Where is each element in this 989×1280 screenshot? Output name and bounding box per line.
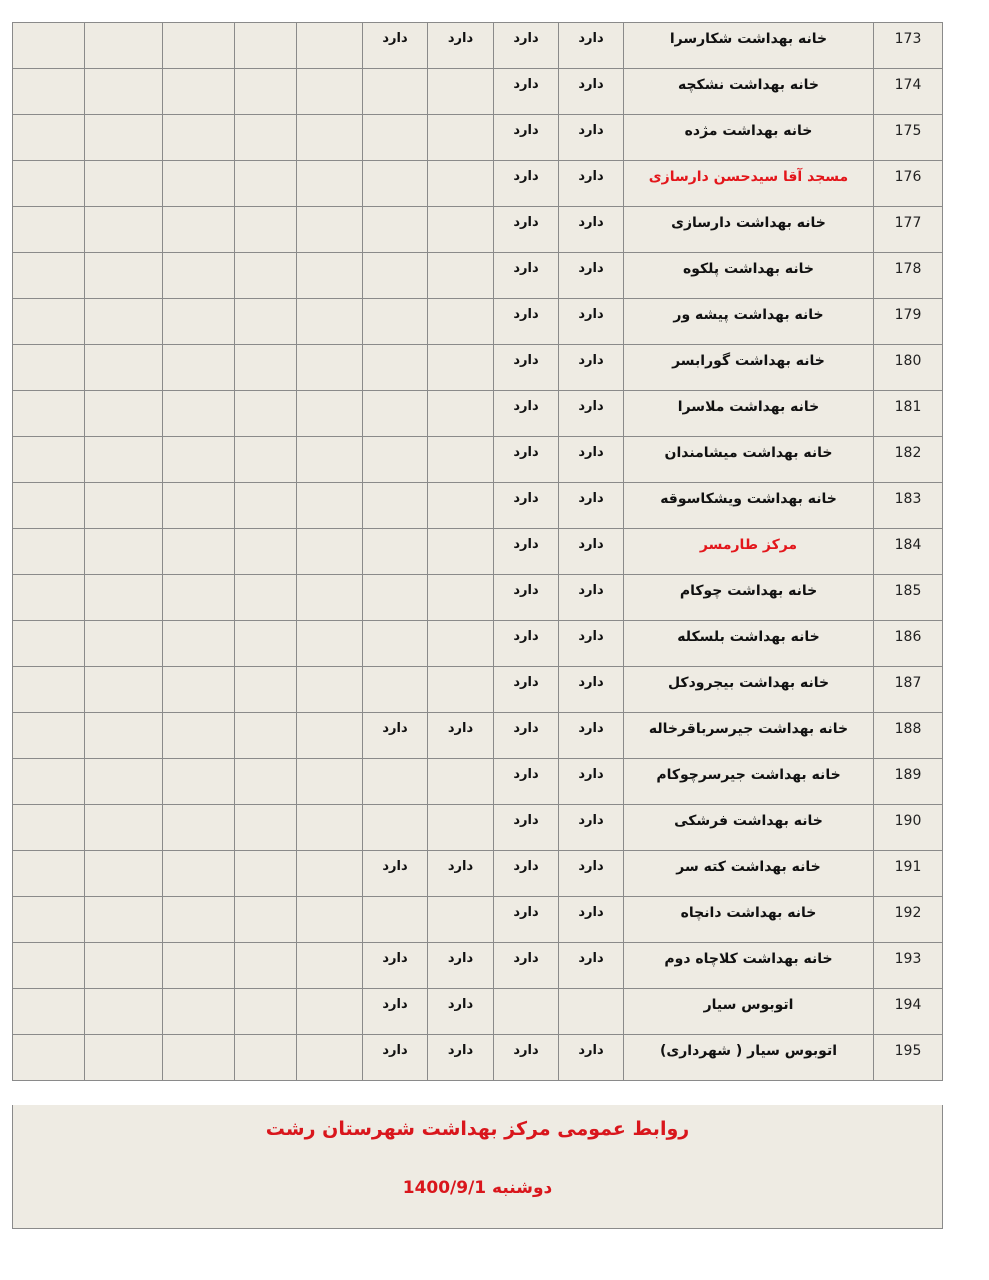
empty-cell (235, 897, 297, 943)
status-cell-1: دارد (559, 851, 624, 897)
empty-cell (85, 483, 163, 529)
table-row (13, 989, 943, 1035)
empty-cell (235, 253, 297, 299)
row-number: 191 (874, 851, 943, 897)
empty-cell (85, 943, 163, 989)
status-cell-2: دارد (494, 115, 559, 161)
empty-cell (85, 299, 163, 345)
row-number: 187 (874, 667, 943, 713)
empty-cell (85, 989, 163, 1035)
empty-cell (163, 713, 235, 759)
empty-cell (13, 345, 85, 391)
table-row (13, 345, 943, 391)
empty-cell (235, 575, 297, 621)
table-row (13, 391, 943, 437)
table-row (13, 437, 943, 483)
row-number: 180 (874, 345, 943, 391)
empty-cell (297, 713, 363, 759)
empty-cell (13, 805, 85, 851)
empty-cell (235, 667, 297, 713)
empty-cell (85, 713, 163, 759)
empty-cell (297, 989, 363, 1035)
facility-name: خانه بهداشت فرشکی (624, 805, 874, 851)
empty-cell (13, 207, 85, 253)
status-cell-4 (363, 161, 428, 207)
status-cell-3 (428, 575, 494, 621)
status-cell-4: دارد (363, 713, 428, 759)
facility-name: خانه بهداشت کلاچاه دوم (624, 943, 874, 989)
empty-cell (13, 437, 85, 483)
empty-cell (85, 667, 163, 713)
empty-cell (163, 23, 235, 69)
empty-cell (163, 483, 235, 529)
table-row (13, 759, 943, 805)
status-cell-1: دارد (559, 897, 624, 943)
empty-cell (235, 23, 297, 69)
empty-cell (297, 437, 363, 483)
empty-cell (163, 345, 235, 391)
empty-cell (235, 713, 297, 759)
status-cell-2: دارد (494, 575, 559, 621)
status-cell-2: دارد (494, 483, 559, 529)
date-line: دوشنبه 1400/9/1 (402, 1178, 553, 1198)
table-row (13, 529, 943, 575)
status-cell-2 (494, 989, 559, 1035)
empty-cell (297, 391, 363, 437)
status-cell-1: دارد (559, 115, 624, 161)
empty-cell (163, 161, 235, 207)
empty-cell (297, 115, 363, 161)
empty-cell (13, 529, 85, 575)
empty-cell (163, 851, 235, 897)
empty-cell (85, 851, 163, 897)
status-cell-2: دارد (494, 207, 559, 253)
empty-cell (235, 851, 297, 897)
row-number: 181 (874, 391, 943, 437)
facility-name: خانه بهداشت بیجرودکل (624, 667, 874, 713)
empty-cell (13, 253, 85, 299)
status-cell-4: دارد (363, 1035, 428, 1081)
empty-cell (85, 805, 163, 851)
status-cell-3 (428, 345, 494, 391)
status-cell-2: دارد (494, 391, 559, 437)
facility-name: خانه بهداشت پلکوه (624, 253, 874, 299)
status-cell-4 (363, 299, 428, 345)
status-cell-2: دارد (494, 437, 559, 483)
empty-cell (13, 943, 85, 989)
row-number: 192 (874, 897, 943, 943)
organization-title: روابط عمومی مرکز بهداشت شهرستان رشت (265, 1118, 690, 1140)
facility-name: خانه بهداشت گورابسر (624, 345, 874, 391)
empty-cell (163, 391, 235, 437)
status-cell-4 (363, 805, 428, 851)
row-number: 193 (874, 943, 943, 989)
table-row (13, 621, 943, 667)
empty-cell (297, 943, 363, 989)
status-cell-2: دارد (494, 759, 559, 805)
row-number: 195 (874, 1035, 943, 1081)
empty-cell (85, 253, 163, 299)
empty-cell (297, 759, 363, 805)
status-cell-2: دارد (494, 805, 559, 851)
table-row (13, 299, 943, 345)
table-body (13, 23, 943, 1081)
empty-cell (235, 621, 297, 667)
status-cell-2: دارد (494, 345, 559, 391)
status-cell-1: دارد (559, 69, 624, 115)
status-cell-2: دارد (494, 161, 559, 207)
facility-name: خانه بهداشت پیشه ور (624, 299, 874, 345)
status-cell-1: دارد (559, 483, 624, 529)
status-cell-1 (559, 989, 624, 1035)
status-cell-2: دارد (494, 69, 559, 115)
empty-cell (235, 207, 297, 253)
status-cell-4 (363, 115, 428, 161)
facility-name: مسجد آقا سیدحسن دارسازی (624, 161, 874, 207)
status-cell-3: دارد (428, 989, 494, 1035)
status-cell-4: دارد (363, 989, 428, 1035)
status-cell-4 (363, 345, 428, 391)
status-cell-3: دارد (428, 943, 494, 989)
row-number: 189 (874, 759, 943, 805)
status-cell-4 (363, 621, 428, 667)
empty-cell (235, 391, 297, 437)
empty-cell (85, 23, 163, 69)
facility-name: خانه بهداشت دارسازی (624, 207, 874, 253)
facility-name: اتوبوس سیار (624, 989, 874, 1035)
empty-cell (13, 759, 85, 805)
empty-cell (85, 1035, 163, 1081)
facility-name: خانه بهداشت مژده (624, 115, 874, 161)
empty-cell (297, 529, 363, 575)
status-cell-1: دارد (559, 805, 624, 851)
empty-cell (85, 391, 163, 437)
empty-cell (235, 69, 297, 115)
status-cell-1: دارد (559, 23, 624, 69)
empty-cell (163, 943, 235, 989)
status-cell-2: دارد (494, 897, 559, 943)
empty-cell (13, 897, 85, 943)
facility-name: خانه بهداشت جیرسرچوکام (624, 759, 874, 805)
facility-name: خانه بهداشت دانچاه (624, 897, 874, 943)
empty-cell (13, 483, 85, 529)
status-cell-1: دارد (559, 253, 624, 299)
empty-cell (85, 69, 163, 115)
status-cell-2: دارد (494, 253, 559, 299)
empty-cell (163, 529, 235, 575)
table-row (13, 69, 943, 115)
status-cell-2: دارد (494, 943, 559, 989)
status-cell-3 (428, 161, 494, 207)
row-number: 178 (874, 253, 943, 299)
empty-cell (163, 299, 235, 345)
empty-cell (297, 483, 363, 529)
status-cell-3: دارد (428, 23, 494, 69)
empty-cell (235, 115, 297, 161)
table-row (13, 483, 943, 529)
empty-cell (163, 207, 235, 253)
empty-cell (13, 667, 85, 713)
status-cell-2: دارد (494, 529, 559, 575)
empty-cell (297, 897, 363, 943)
empty-cell (85, 207, 163, 253)
empty-cell (85, 621, 163, 667)
status-cell-4 (363, 759, 428, 805)
row-number: 190 (874, 805, 943, 851)
status-cell-3 (428, 805, 494, 851)
status-cell-3 (428, 483, 494, 529)
row-number: 179 (874, 299, 943, 345)
status-cell-3 (428, 897, 494, 943)
empty-cell (235, 161, 297, 207)
empty-cell (85, 575, 163, 621)
status-cell-1: دارد (559, 437, 624, 483)
status-cell-4 (363, 391, 428, 437)
status-cell-4 (363, 207, 428, 253)
status-cell-2: دارد (494, 299, 559, 345)
empty-cell (85, 897, 163, 943)
empty-cell (13, 713, 85, 759)
table-row (13, 713, 943, 759)
table-row (13, 667, 943, 713)
table-row (13, 115, 943, 161)
table-row (13, 161, 943, 207)
status-cell-3 (428, 437, 494, 483)
empty-cell (13, 391, 85, 437)
status-cell-4 (363, 483, 428, 529)
status-cell-3: دارد (428, 851, 494, 897)
empty-cell (297, 667, 363, 713)
table-row (13, 23, 943, 69)
status-cell-4: دارد (363, 943, 428, 989)
status-cell-3 (428, 69, 494, 115)
status-cell-3: دارد (428, 1035, 494, 1081)
status-cell-3 (428, 207, 494, 253)
status-cell-2: دارد (494, 713, 559, 759)
empty-cell (163, 759, 235, 805)
empty-cell (163, 253, 235, 299)
empty-cell (235, 483, 297, 529)
table-row (13, 1035, 943, 1081)
empty-cell (235, 759, 297, 805)
status-cell-3 (428, 253, 494, 299)
empty-cell (13, 161, 85, 207)
empty-cell (235, 805, 297, 851)
status-cell-3 (428, 115, 494, 161)
status-cell-3 (428, 299, 494, 345)
empty-cell (85, 529, 163, 575)
status-cell-3 (428, 391, 494, 437)
status-cell-4 (363, 437, 428, 483)
status-cell-1: دارد (559, 667, 624, 713)
facility-name: خانه بهداشت میشامندان (624, 437, 874, 483)
row-number: 177 (874, 207, 943, 253)
empty-cell (297, 621, 363, 667)
empty-cell (235, 989, 297, 1035)
status-cell-1: دارد (559, 1035, 624, 1081)
empty-cell (235, 345, 297, 391)
status-cell-1: دارد (559, 391, 624, 437)
table-row (13, 805, 943, 851)
empty-cell (163, 897, 235, 943)
empty-cell (297, 851, 363, 897)
empty-cell (163, 575, 235, 621)
row-number: 176 (874, 161, 943, 207)
row-number: 183 (874, 483, 943, 529)
table-row (13, 897, 943, 943)
status-cell-4: دارد (363, 851, 428, 897)
status-cell-1: دارد (559, 575, 624, 621)
empty-cell (297, 23, 363, 69)
status-cell-4 (363, 69, 428, 115)
status-cell-3 (428, 621, 494, 667)
empty-cell (163, 989, 235, 1035)
empty-cell (235, 437, 297, 483)
footer-box (12, 1105, 943, 1229)
row-number: 186 (874, 621, 943, 667)
empty-cell (13, 989, 85, 1035)
status-cell-2: دارد (494, 851, 559, 897)
facility-name: مرکز طارمسر (624, 529, 874, 575)
status-cell-2: دارد (494, 621, 559, 667)
empty-cell (297, 575, 363, 621)
row-number: 194 (874, 989, 943, 1035)
status-cell-1: دارد (559, 345, 624, 391)
status-cell-1: دارد (559, 207, 624, 253)
empty-cell (297, 161, 363, 207)
empty-cell (235, 299, 297, 345)
empty-cell (85, 345, 163, 391)
status-cell-4 (363, 667, 428, 713)
status-cell-1: دارد (559, 713, 624, 759)
empty-cell (163, 805, 235, 851)
empty-cell (297, 345, 363, 391)
table-row (13, 207, 943, 253)
status-cell-4: دارد (363, 23, 428, 69)
empty-cell (297, 253, 363, 299)
empty-cell (235, 943, 297, 989)
empty-cell (85, 759, 163, 805)
empty-cell (297, 299, 363, 345)
status-cell-3 (428, 529, 494, 575)
empty-cell (163, 621, 235, 667)
empty-cell (13, 69, 85, 115)
facility-name: خانه بهداشت شکارسرا (624, 23, 874, 69)
status-cell-2: دارد (494, 1035, 559, 1081)
facility-name: خانه بهداشت چوکام (624, 575, 874, 621)
status-cell-4 (363, 529, 428, 575)
empty-cell (163, 69, 235, 115)
status-cell-1: دارد (559, 943, 624, 989)
table-row (13, 851, 943, 897)
empty-cell (13, 851, 85, 897)
row-number: 185 (874, 575, 943, 621)
row-number: 175 (874, 115, 943, 161)
empty-cell (85, 115, 163, 161)
row-number: 174 (874, 69, 943, 115)
row-number: 188 (874, 713, 943, 759)
empty-cell (85, 161, 163, 207)
status-cell-1: دارد (559, 621, 624, 667)
empty-cell (297, 1035, 363, 1081)
status-cell-2: دارد (494, 667, 559, 713)
facility-name: خانه بهداشت بلسکله (624, 621, 874, 667)
empty-cell (297, 207, 363, 253)
empty-cell (13, 621, 85, 667)
empty-cell (85, 437, 163, 483)
facility-name: خانه بهداشت ویشکاسوقه (624, 483, 874, 529)
facility-name: خانه بهداشت نشکچه (624, 69, 874, 115)
status-cell-4 (363, 575, 428, 621)
status-cell-4 (363, 897, 428, 943)
status-cell-3: دارد (428, 713, 494, 759)
status-cell-3 (428, 759, 494, 805)
empty-cell (163, 115, 235, 161)
facility-name: خانه بهداشت جیرسرباقرخاله (624, 713, 874, 759)
empty-cell (297, 69, 363, 115)
facility-name: خانه بهداشت ملاسرا (624, 391, 874, 437)
row-number: 184 (874, 529, 943, 575)
empty-cell (235, 1035, 297, 1081)
status-cell-1: دارد (559, 299, 624, 345)
empty-cell (163, 1035, 235, 1081)
empty-cell (163, 667, 235, 713)
status-cell-2: دارد (494, 23, 559, 69)
status-cell-1: دارد (559, 759, 624, 805)
empty-cell (13, 299, 85, 345)
row-number: 173 (874, 23, 943, 69)
facilities-table (12, 22, 943, 1081)
empty-cell (13, 115, 85, 161)
table-row (13, 943, 943, 989)
table-row (13, 253, 943, 299)
facility-name: خانه بهداشت کته سر (624, 851, 874, 897)
empty-cell (13, 23, 85, 69)
empty-cell (13, 575, 85, 621)
empty-cell (297, 805, 363, 851)
row-number: 182 (874, 437, 943, 483)
empty-cell (163, 437, 235, 483)
table-row (13, 575, 943, 621)
empty-cell (13, 1035, 85, 1081)
status-cell-1: دارد (559, 161, 624, 207)
empty-cell (235, 529, 297, 575)
status-cell-3 (428, 667, 494, 713)
facility-name: اتوبوس سیار ( شهرداری) (624, 1035, 874, 1081)
status-cell-4 (363, 253, 428, 299)
status-cell-1: دارد (559, 529, 624, 575)
